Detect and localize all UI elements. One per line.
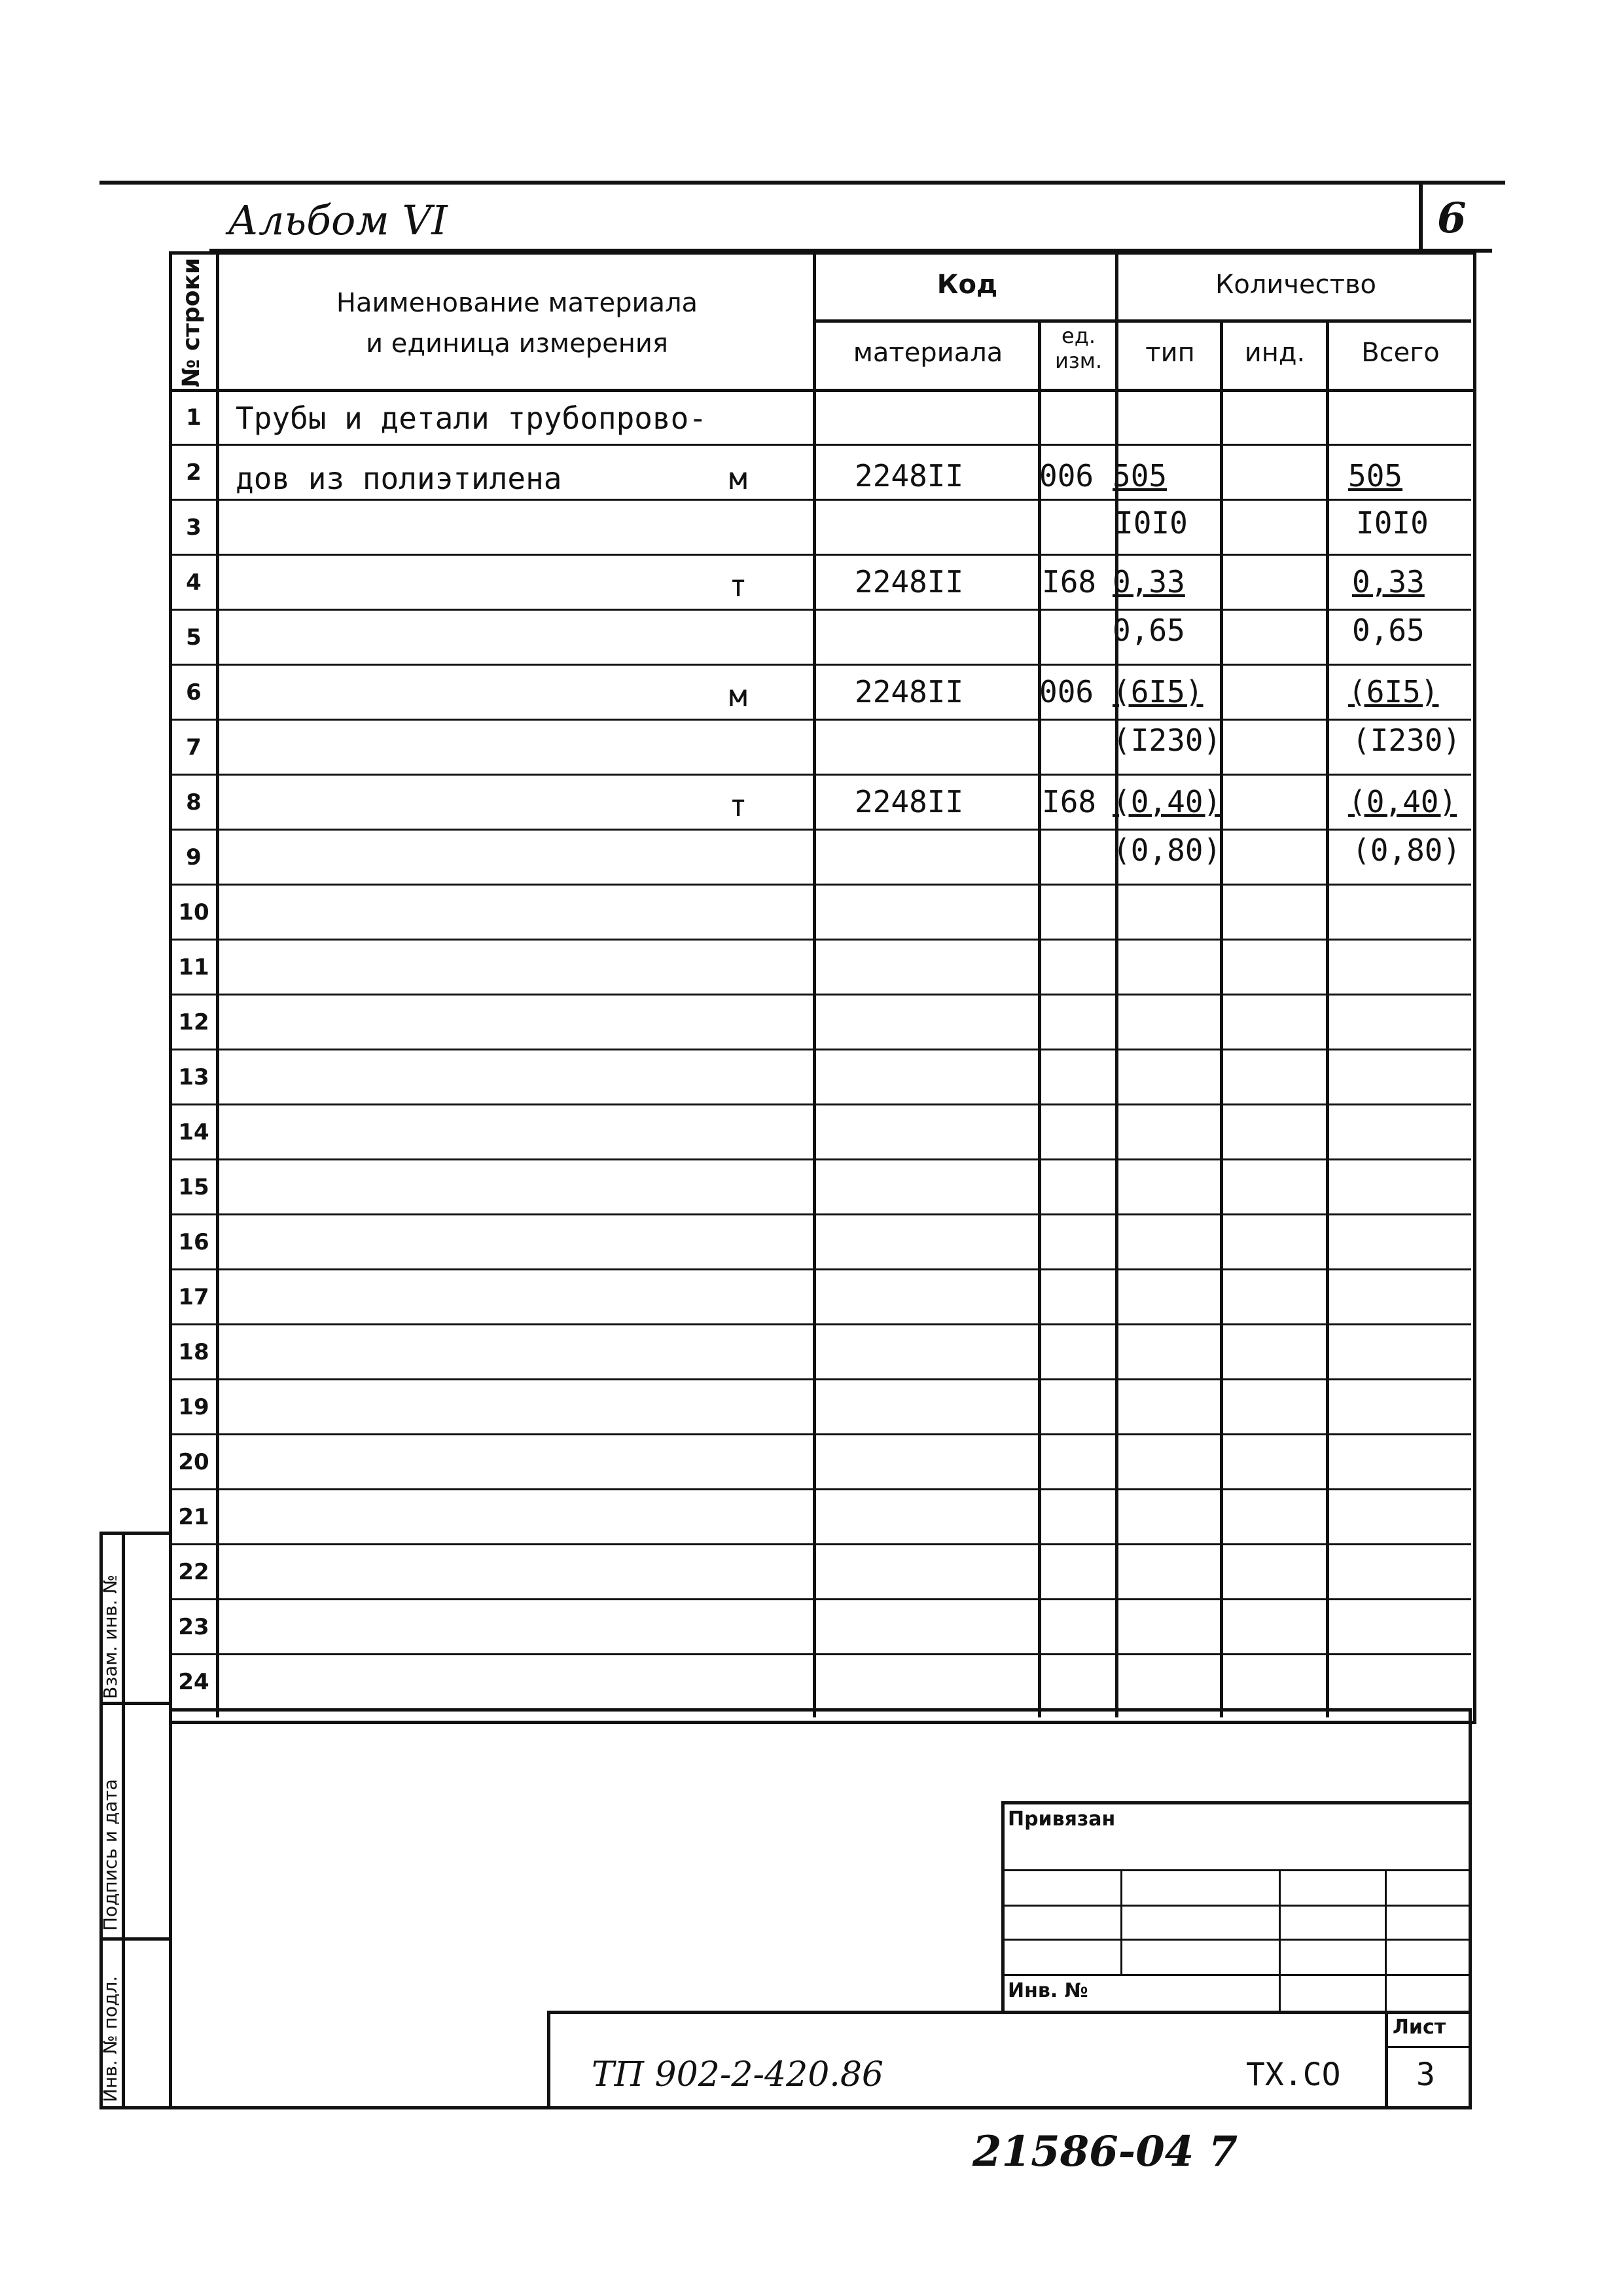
col-line-type xyxy=(1220,321,1223,1717)
row-number: 9 xyxy=(186,844,202,870)
stamp-section: ТХ.СО xyxy=(1246,2056,1341,2093)
row-number: 6 xyxy=(186,679,202,706)
row-number: 4 xyxy=(186,569,202,596)
header-qty-ind: инд. xyxy=(1244,338,1306,368)
row-number: 12 xyxy=(178,1009,209,1035)
row-total: (I230) xyxy=(1352,723,1461,758)
row-number: 21 xyxy=(178,1504,209,1530)
album-title: Альбом VI xyxy=(228,196,448,244)
header-qty-total: Всего xyxy=(1361,338,1440,368)
row-code: 2248II xyxy=(855,564,964,600)
row-number: 17 xyxy=(178,1284,209,1310)
col-line-code xyxy=(1038,321,1041,1717)
row-number: 18 xyxy=(178,1339,209,1365)
frame-right xyxy=(1469,1708,1472,2109)
stamp-privyazan: Привязан xyxy=(1008,1808,1116,1831)
row-unit: м xyxy=(729,678,747,713)
row-code: 2248II xyxy=(855,784,964,819)
header-code-material: материала xyxy=(853,338,1003,368)
side-label-podpis: Подпись и дата xyxy=(99,1779,121,1931)
page-mark-box xyxy=(1419,185,1423,254)
row-type: (6I5) xyxy=(1113,674,1204,709)
row-number: 19 xyxy=(178,1394,209,1420)
row-unit-code: I68 xyxy=(1042,784,1097,819)
header-code: Код xyxy=(936,270,998,300)
row-unit: т xyxy=(729,568,747,603)
row-type: 505 xyxy=(1113,458,1168,493)
row-number: 22 xyxy=(178,1559,209,1585)
row-type: I0I0 xyxy=(1115,505,1188,541)
row-number: 15 xyxy=(178,1174,209,1200)
row-number: 1 xyxy=(186,404,202,431)
row-number: 2 xyxy=(186,459,202,486)
row-number: 13 xyxy=(178,1064,209,1090)
row-code: 2248II xyxy=(855,458,964,493)
header-qty: Количество xyxy=(1215,270,1376,300)
header-rownum: № строки xyxy=(178,257,205,387)
row-type: 0,65 xyxy=(1113,613,1185,648)
header-name: Наименование материала и единица измерения xyxy=(336,288,698,359)
row-type: (I230) xyxy=(1113,723,1222,758)
header-mid-line xyxy=(814,319,1471,323)
row-number: 23 xyxy=(178,1614,209,1640)
row-number: 24 xyxy=(178,1669,209,1695)
top-rule xyxy=(99,181,1505,185)
row-number: 20 xyxy=(178,1449,209,1475)
row-number: 3 xyxy=(186,514,202,541)
header-qty-type: тип xyxy=(1145,338,1195,368)
frame-bottom xyxy=(99,2106,1472,2109)
row-type: (0,40) xyxy=(1113,784,1222,819)
row-unit: м xyxy=(729,461,747,496)
row-number: 16 xyxy=(178,1229,209,1255)
row-code: 2248II xyxy=(855,674,964,709)
row-unit-code: 006 xyxy=(1039,458,1094,493)
row-unit-code: I68 xyxy=(1042,564,1097,600)
stamp-list-label: Лист xyxy=(1393,2016,1446,2039)
row-number: 11 xyxy=(178,954,209,980)
row-unit: т xyxy=(729,788,747,823)
col-line-name xyxy=(813,251,816,1717)
stamp-inv-no: Инв. № xyxy=(1008,1979,1088,2002)
row-total: (0,40) xyxy=(1348,784,1457,819)
row-type: (0,80) xyxy=(1113,833,1222,868)
row-name: дов из полиэтилена xyxy=(236,461,562,496)
footer-handwritten: 21586-04 7 xyxy=(972,2127,1238,2176)
row-name: Трубы и детали трубопрово- xyxy=(236,401,707,436)
row-type: 0,33 xyxy=(1113,564,1185,600)
row-total: 0,33 xyxy=(1352,564,1425,600)
side-label-vzam: Взам. инв. № xyxy=(99,1574,121,1699)
row-number: 8 xyxy=(186,789,202,816)
row-number: 7 xyxy=(186,734,202,761)
col-line-ind xyxy=(1326,321,1329,1717)
row-total: 505 xyxy=(1348,458,1403,493)
row-total: (6I5) xyxy=(1348,674,1439,709)
page-mark: 6 xyxy=(1437,194,1467,243)
row-total: I0I0 xyxy=(1356,505,1429,541)
frame-left xyxy=(169,1708,172,2109)
row-number: 14 xyxy=(178,1119,209,1145)
header-code-unit: ед. изм. xyxy=(1054,323,1103,373)
side-label-inv-podl: Инв. № подл. xyxy=(99,1975,121,2102)
stamp-doc-code: ТП 902-2-420.86 xyxy=(592,2055,883,2094)
row-number: 5 xyxy=(186,624,202,651)
row-unit-code: 006 xyxy=(1039,674,1094,709)
row-total: (0,80) xyxy=(1352,833,1461,868)
stamp-sheet: 3 xyxy=(1416,2056,1435,2093)
row-number: 10 xyxy=(178,899,209,925)
header-bottom-line xyxy=(169,389,1473,392)
row-total: 0,65 xyxy=(1352,613,1425,648)
